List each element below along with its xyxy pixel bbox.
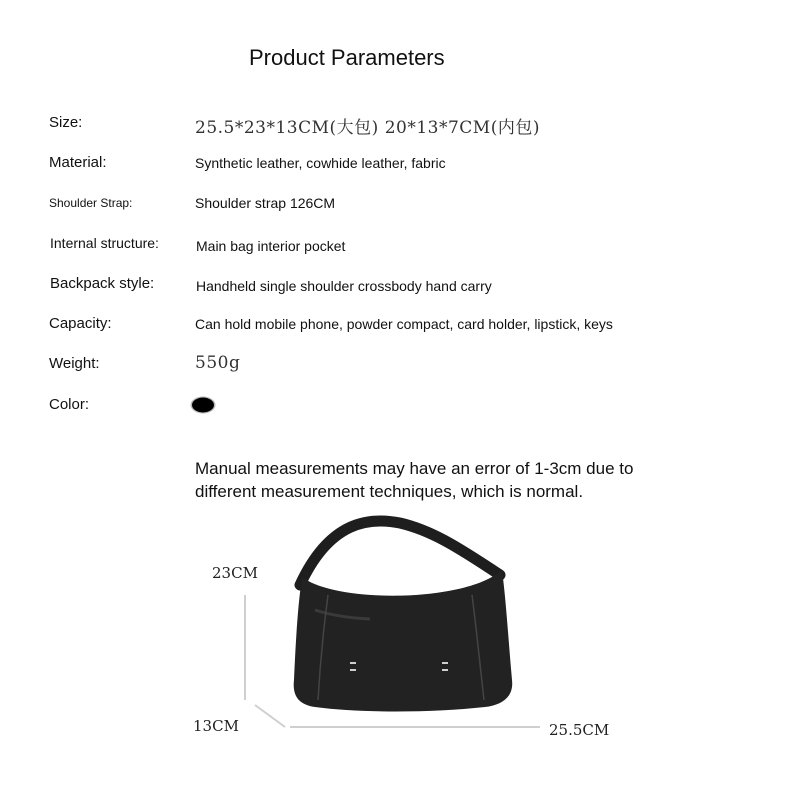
width-dimension-label: 25.5CM xyxy=(549,721,610,739)
bag-illustration xyxy=(240,515,570,745)
depth-dimension-label: 13CM xyxy=(193,717,239,735)
color-label: Color: xyxy=(49,396,90,413)
material-value: Synthetic leather, cowhide leather, fabric xyxy=(195,155,446,171)
capacity-label: Capacity: xyxy=(49,315,112,332)
shoulder-strap-label: Shoulder Strap: xyxy=(49,196,133,210)
color-swatch xyxy=(190,396,216,414)
backpack-style-label: Backpack style: xyxy=(50,275,155,292)
size-label: Size: xyxy=(49,114,83,131)
bag-body xyxy=(294,570,513,712)
height-dimension-label: 23CM xyxy=(212,564,258,582)
size-value: 25.5*23*13CM(大包) 20*13*7CM(内包) xyxy=(195,118,540,138)
measurement-note: Manual measurements may have an error of 1-3cm due to different measurement techniques, which is normal. xyxy=(195,459,634,501)
page-title: Product Parameters xyxy=(249,45,445,70)
weight-value: 550g xyxy=(195,353,241,373)
internal-structure-value: Main bag interior pocket xyxy=(196,238,346,254)
capacity-value: Can hold mobile phone, powder compact, card holder, lipstick, keys xyxy=(195,316,613,332)
internal-structure-label: Internal structure: xyxy=(50,235,159,251)
depth-dimension-line xyxy=(255,705,285,727)
weight-label: Weight: xyxy=(49,355,100,372)
backpack-style-value: Handheld single shoulder crossbody hand carry xyxy=(196,278,492,294)
shoulder-strap-value: Shoulder strap 126CM xyxy=(195,195,336,211)
material-label: Material: xyxy=(49,154,107,171)
bag-handle xyxy=(300,521,500,585)
